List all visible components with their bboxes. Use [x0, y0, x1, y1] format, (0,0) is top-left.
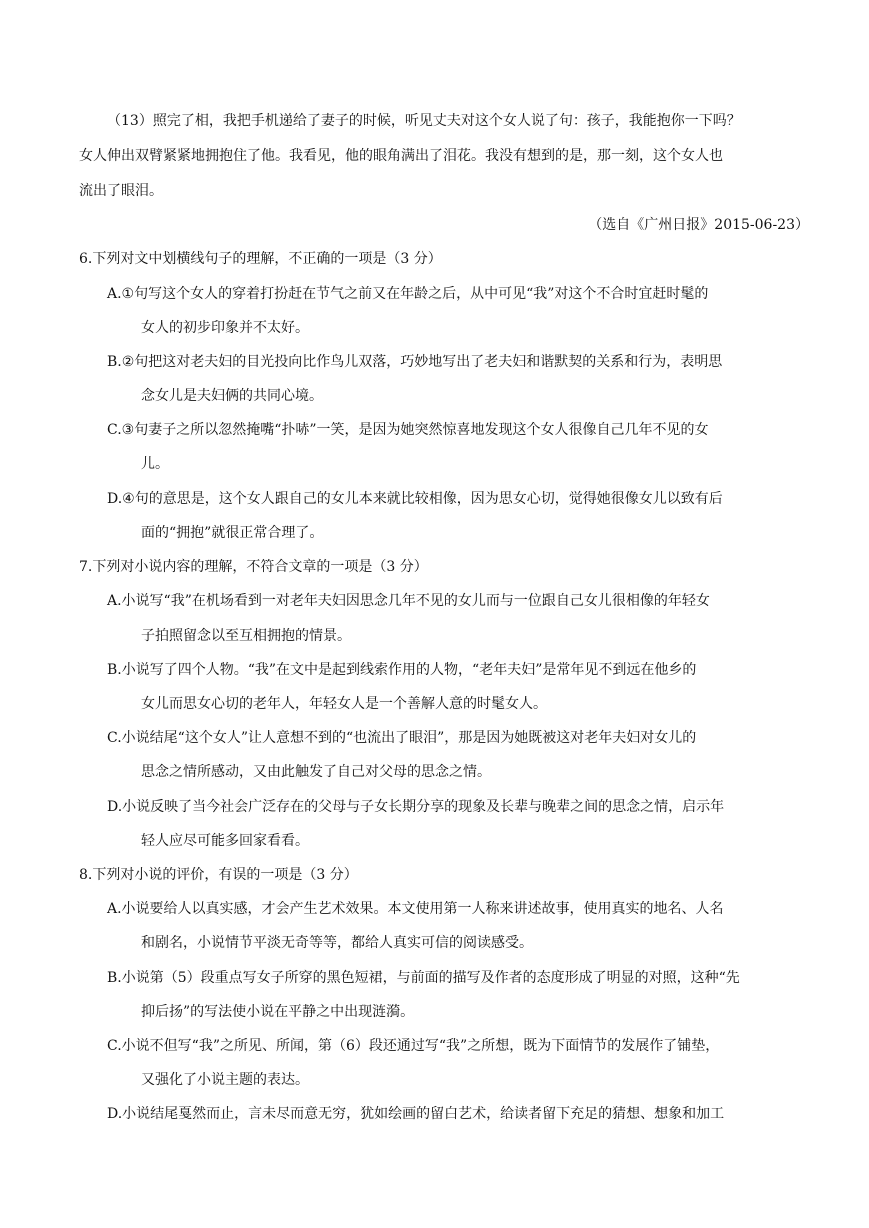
- question-6-option-d-line-2: 面的“拥抱”就很正常合理了。: [141, 525, 324, 541]
- question-8-stem: 8.下列对小说的评价，有误的一项是（3 分）: [79, 867, 358, 883]
- question-7-option-d-line-1: D.小说反映了当今社会广泛存在的父母与子女长期分享的现象及长辈与晚辈之间的思念之情，启示年: [107, 799, 725, 815]
- question-6-option-c-line-1: C.③句妻子之所以忽然掩嘴“扑哧”一笑，是因为她突然惊喜地发现这个女人很像自己几年不见的女: [107, 422, 709, 438]
- passage-paragraph-13-line-2: 女人伸出双臂紧紧地拥抱住了他。我看见，他的眼角满出了泪花。我没有想到的是，那一刻，这个女人也: [79, 148, 723, 164]
- question-6-option-a-line-1: A.①句写这个女人的穿着打扮赶在节气之前又在年龄之后，从中可见“我”对这个不合时宜赶时髦的: [107, 286, 709, 302]
- question-6-option-a-line-2: 女人的初步印象并不太好。: [141, 320, 309, 336]
- question-7-option-a-line-1: A.小说写“我”在机场看到一对老年夫妇因思念几年不见的女儿而与一位跟自己女儿很相像的年轻女: [107, 593, 710, 609]
- question-8-option-c-line-1: C.小说不但写“我”之所见、所闻，第（6）段还通过写“我”之所想，既为下面情节的发展作了铺垫，: [107, 1038, 720, 1054]
- question-6-option-c-line-2: 儿。: [141, 456, 169, 472]
- question-8-option-b-line-1: B.小说第（5）段重点写女子所穿的黑色短裙，与前面的描写及作者的态度形成了明显的对照，这种“先: [107, 970, 740, 986]
- question-6-stem: 6.下列对文中划横线句子的理解，不正确的一项是（3 分）: [79, 251, 442, 267]
- question-8-option-b-line-2: 抑后扬”的写法使小说在平静之中出现涟漪。: [141, 1004, 415, 1020]
- question-7-option-a-line-2: 子拍照留念以至互相拥抱的情景。: [141, 628, 351, 644]
- passage-paragraph-13-line-1: （13）照完了相，我把手机递给了妻子的时候，听见丈夫对这个女人说了句：孩子，我能抱你一下吗？: [107, 113, 741, 129]
- question-7-option-c-line-2: 思念之情所感动，又由此触发了自己对父母的思念之情。: [141, 764, 491, 780]
- question-8-option-a-line-1: A.小说要给人以真实感，才会产生艺术效果。本文使用第一人称来讲述故事，使用真实的地名、人名: [107, 901, 724, 917]
- question-6-option-b-line-2: 念女儿是夫妇俩的共同心境。: [141, 388, 323, 404]
- question-8-option-c-line-2: 又强化了小说主题的表达。: [141, 1072, 309, 1088]
- question-7-option-c-line-1: C.小说结尾“这个女人”让人意想不到的“也流出了眼泪”，那是因为她既被这对老年夫妇对女儿的: [107, 730, 697, 746]
- question-7-option-b-line-1: B.小说写了四个人物。“我”在文中是起到线索作用的人物，“老年夫妇”是常年见不到远在他乡的: [107, 662, 697, 678]
- question-6-option-b-line-1: B.②句把这对老夫妇的目光投向比作鸟儿双落，巧妙地写出了老夫妇和谐默契的关系和行为，表明思: [107, 354, 723, 370]
- passage-paragraph-13-line-3: 流出了眼泪。: [79, 183, 163, 199]
- question-7-option-b-line-2: 女儿而思女心切的老年人，年轻女人是一个善解人意的时髦女人。: [141, 696, 547, 712]
- passage-source-citation: （选自《广州日报》2015-06-23）: [588, 217, 809, 233]
- question-7-option-d-line-2: 轻人应尽可能多回家看看。: [141, 833, 309, 849]
- question-8-option-d-line-1: D.小说结尾戛然而止，言未尽而意无穷，犹如绘画的留白艺术，给读者留下充足的猜想、想象和加工: [107, 1106, 725, 1122]
- question-7-stem: 7.下列对小说内容的理解，不符合文章的一项是（3 分）: [79, 559, 428, 575]
- question-8-option-a-line-2: 和剧名，小说情节平淡无奇等等，都给人真实可信的阅读感受。: [141, 935, 533, 951]
- question-6-option-d-line-1: D.④句的意思是，这个女人跟自己的女儿本来就比较相像，因为思女心切，觉得她很像女儿以致有后: [107, 491, 723, 507]
